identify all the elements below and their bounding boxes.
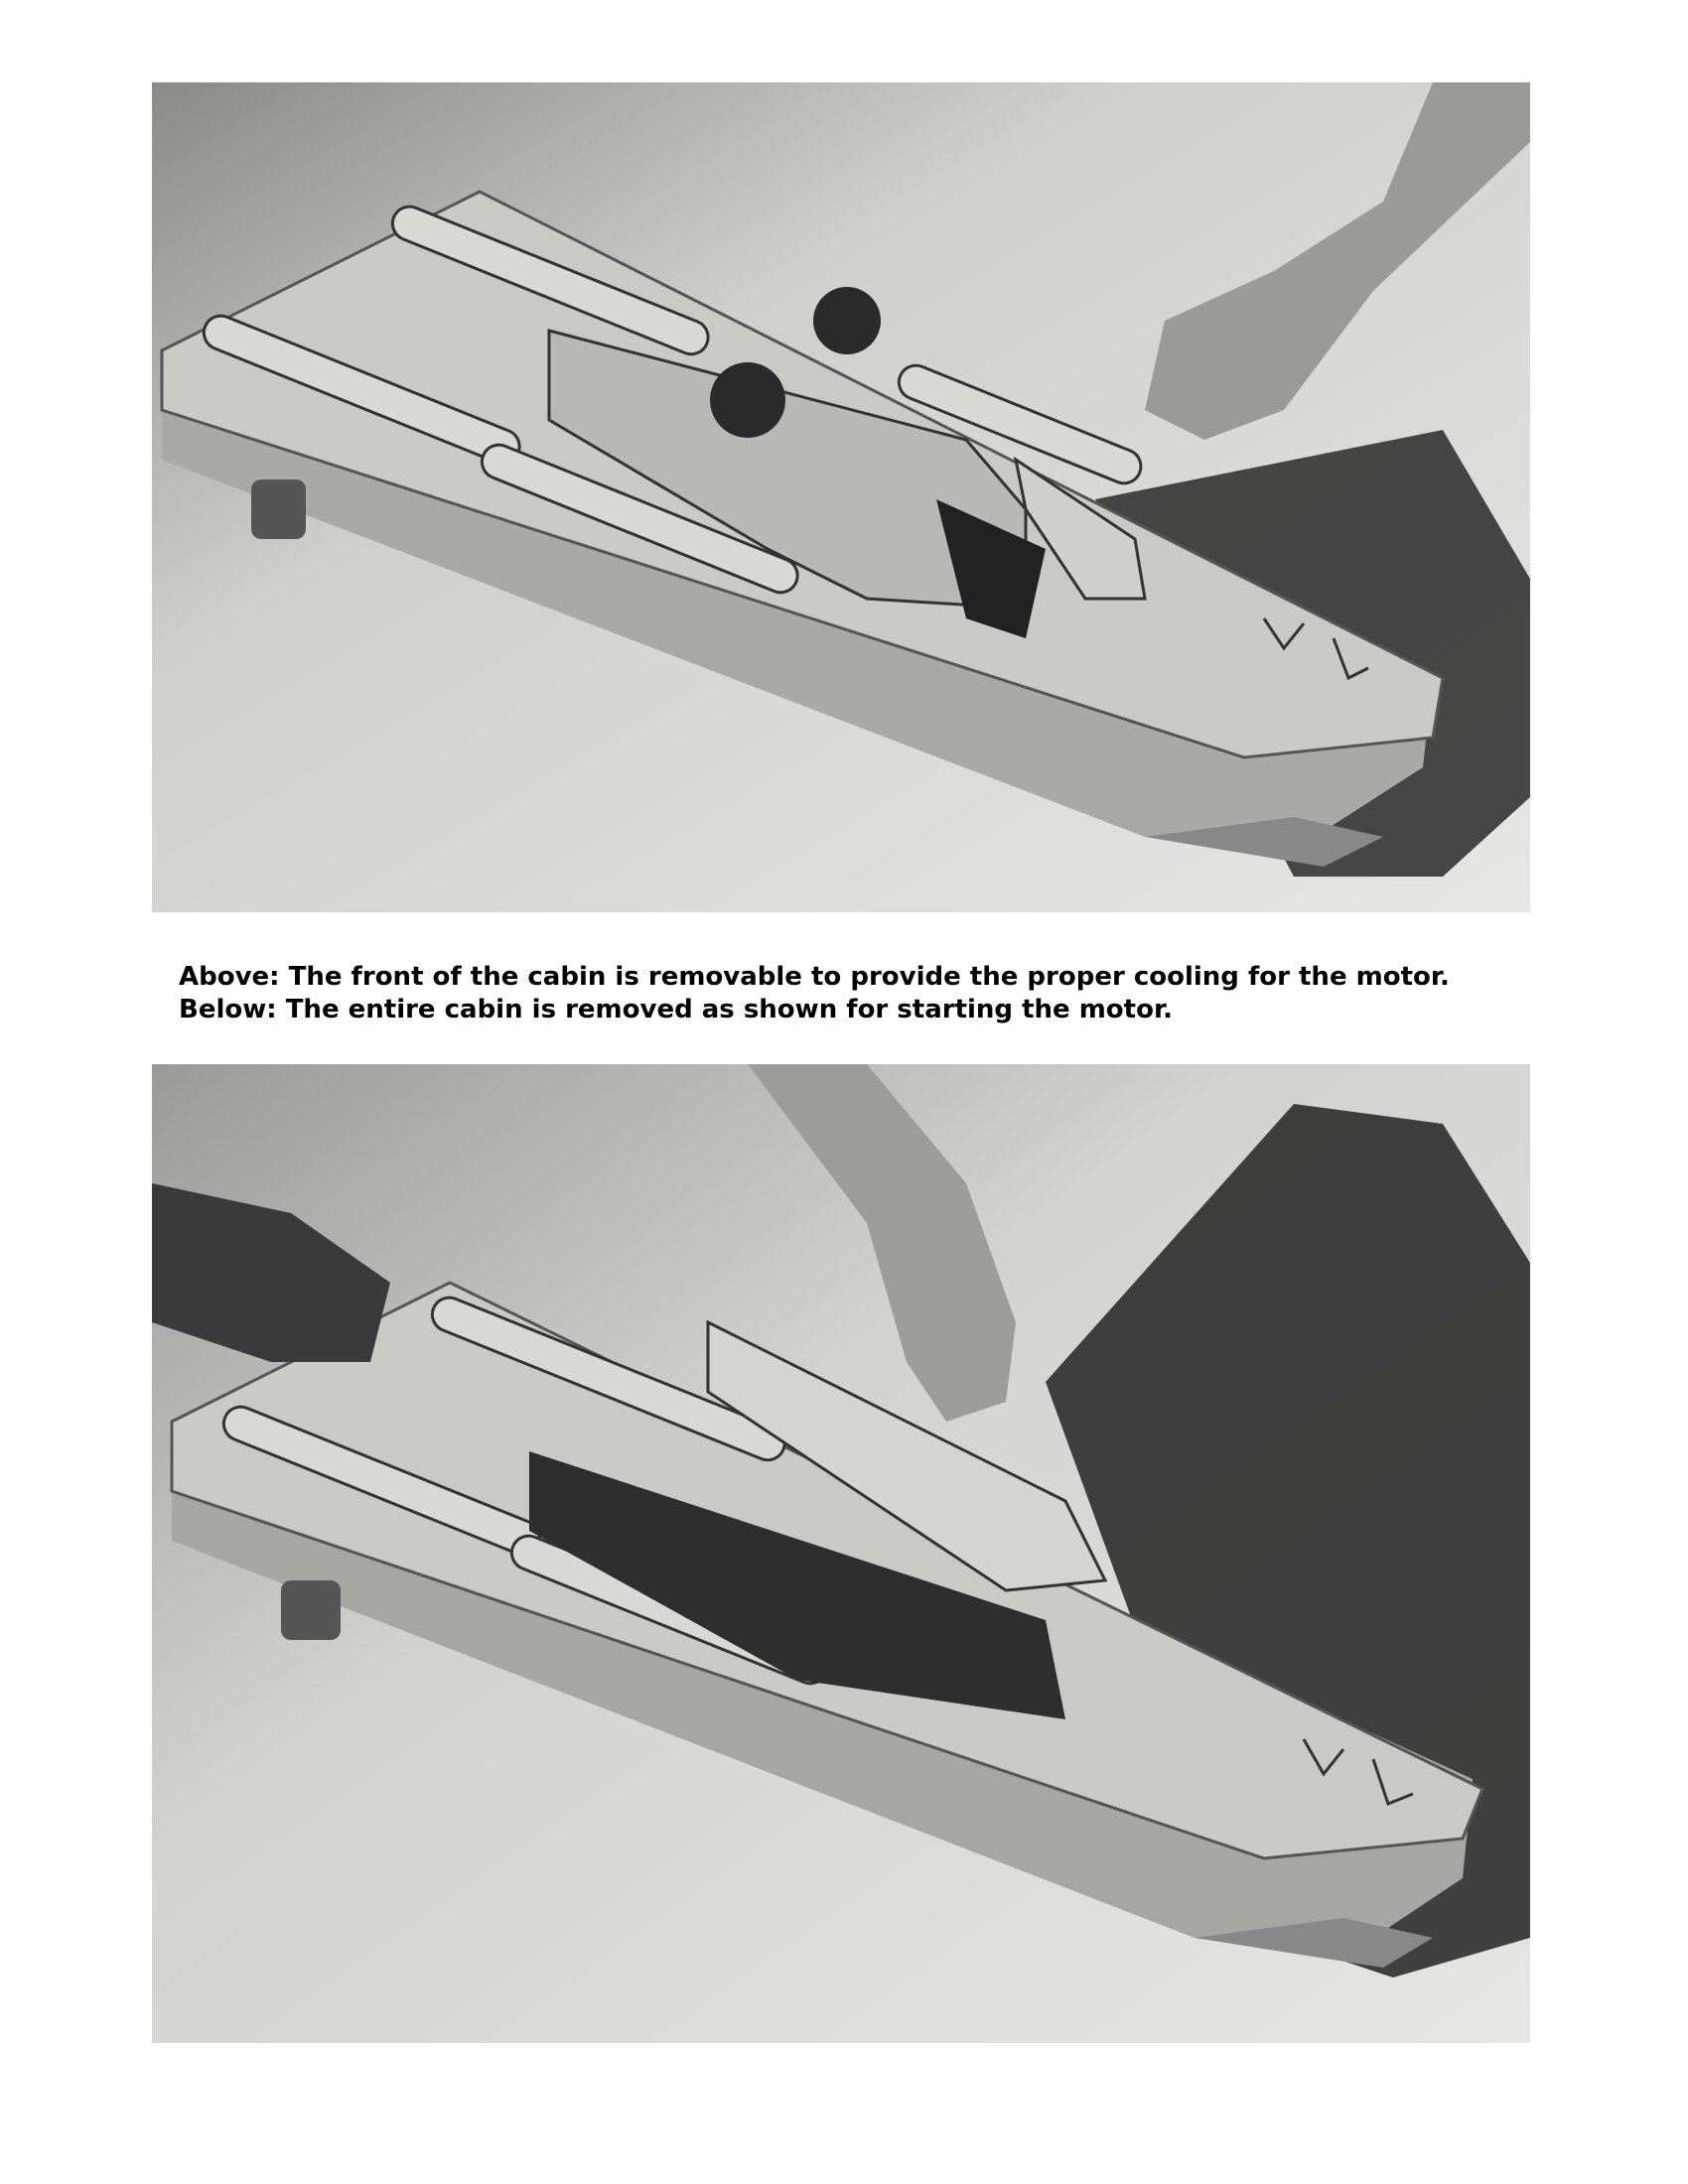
photo-boat-cabin-front-removed: [152, 82, 1530, 912]
boat-model-illustration-top: [152, 82, 1530, 912]
caption-below: Below: The entire cabin is removed as shown for starting the motor.: [179, 995, 1173, 1024]
caption-above: Above: The front of the cabin is removable to provide the proper cooling for the motor.: [179, 962, 1450, 992]
boat-model-illustration-bottom: [152, 1064, 1530, 2043]
photo-boat-cabin-removed: [152, 1064, 1530, 2043]
